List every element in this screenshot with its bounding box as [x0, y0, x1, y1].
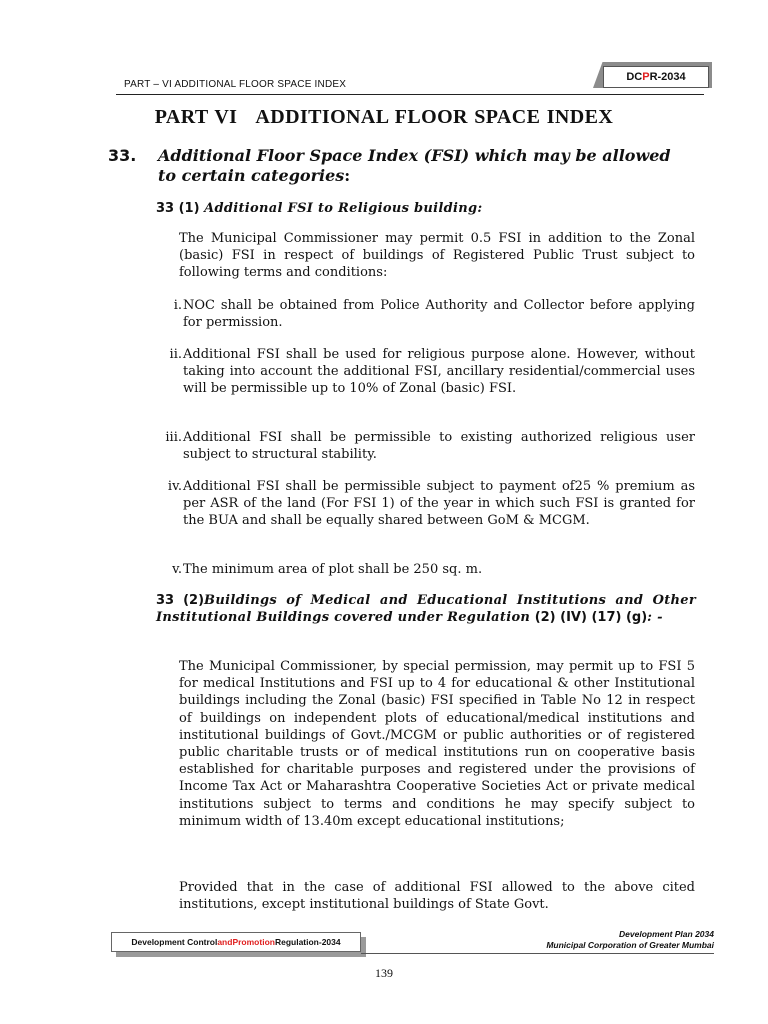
footer-corporation: Municipal Corporation of Greater Mumbai: [546, 940, 714, 950]
list-item: [120, 478, 695, 530]
doc-code-highlight: P: [642, 71, 650, 83]
footer-label-part1: Development Control: [131, 937, 218, 947]
list-item-number: iv.: [167, 479, 182, 494]
page-title: PART VI ADDITIONAL FLOOR SPACE INDEX: [154, 106, 614, 128]
list-item: [120, 429, 695, 463]
list-item: [120, 561, 695, 578]
footer-rule: [361, 953, 714, 954]
header-rule: [116, 94, 704, 95]
list-item-number: ii.: [169, 347, 182, 362]
list-item-number: iii.: [165, 430, 182, 445]
footer-label-part2: Regulation-2034: [274, 937, 341, 947]
list-item-text: NOC shall be obtained from Police Authority and Collector before applying for permission.: [183, 298, 695, 331]
list-item: [120, 297, 695, 331]
subsection-1-intro: The Municipal Commissioner may permit 0.5 FSI in addition to the Zonal (basic) FSI in respect of buildings of Registered Public Trust subject to following terms and conditions:: [179, 231, 695, 281]
running-header: PART – VI ADDITIONAL FLOOR SPACE INDEX: [124, 79, 347, 90]
subsection-2-reference: (2) (IV) (17) (g): [530, 610, 648, 625]
list-item-text: The minimum area of plot shall be 250 sq. m.: [183, 562, 483, 577]
footer-publisher: [546, 929, 714, 951]
footer-plan: Development Plan 2034: [619, 929, 714, 939]
list-item-text: Additional FSI shall be permissible to existing authorized religious user subject to structural stability.: [183, 430, 695, 463]
document-code-tab: [603, 66, 709, 88]
doc-code-suffix: R-2034: [649, 71, 686, 83]
subsection-2-number: 33 (2): [156, 593, 205, 608]
section-title-colon: :: [344, 166, 351, 185]
list-item: [120, 346, 695, 398]
list-item-text: Additional FSI shall be used for religious purpose alone. However, without taking into account the additional FSI, ancillary residential/commercial uses will be permissible up to 10% of Zonal (basic) FSI.: [183, 347, 695, 397]
subsection-2-paragraph: The Municipal Commissioner, by special permission, may permit up to FSI 5 for medical Institutions and FSI up to 4 for educational & other Institutional buildings including the Zonal (basic) FSI specified in Table No 12 in respect of buildings on independent plots of educational/medical institutions and institutional buildings of Govt./MCGM or public authorities or of registered public charitable trusts or of medical institutions run on cooperative basis established for charitable purposes and registered under the provisions of Income Tax Act or Maharashtra Cooperative Societies Act or private medical institutions subject to terms and conditions he may specify subject to minimum width of 13.40m except educational institutions;: [179, 659, 695, 829]
section-title-line2: to certain categories: [158, 166, 345, 185]
list-item-number: i.: [173, 298, 182, 313]
section-number: 33.: [108, 146, 137, 165]
footer-regulation-label: [111, 932, 361, 952]
list-item-text: Additional FSI shall be permissible subject to payment of25 % premium as per ASR of the land (For FSI 1) of the year in which such FSI is granted for the BUA and shall be equally shared between GoM & MCGM.: [183, 479, 695, 529]
section-title: [158, 146, 706, 186]
subsection-2-title: Buildings of Medical and Educational Institutions and Other Institutional Buildings covered under Regulation: [156, 593, 697, 625]
subsection-1-number: 33 (1): [156, 201, 205, 216]
section-title-line1: Additional Floor Space Index (FSI) which may be allowed: [158, 146, 671, 165]
doc-code-prefix: DC: [626, 71, 643, 83]
subsection-2-proviso: Provided that in the case of additional FSI allowed to the above cited institutions, except institutional buildings of State Govt.: [179, 880, 695, 913]
subsection-2-title-end: : -: [647, 610, 663, 625]
page-number: 139: [375, 966, 393, 980]
subsection-2-heading: [156, 592, 696, 626]
list-item-number: v.: [172, 562, 182, 577]
footer-label-promotion: Promotion: [232, 937, 275, 947]
subsection-1-title: Additional FSI to Religious building:: [204, 201, 483, 216]
subsection-1-heading: [156, 200, 696, 217]
footer-label-and: and: [217, 937, 233, 947]
